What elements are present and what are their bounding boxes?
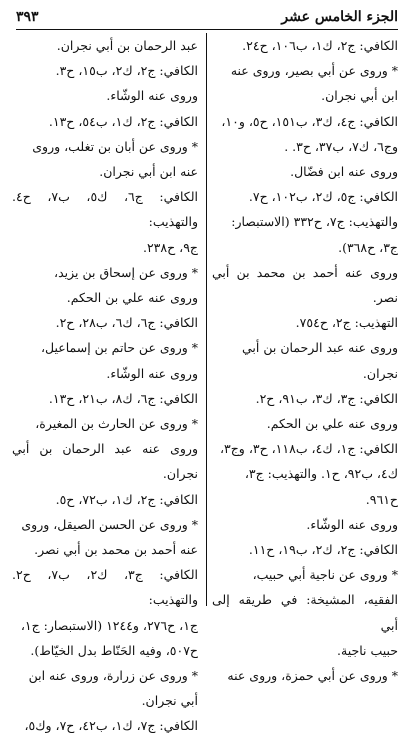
text-line: ج٩، ح٢٣٨. [142, 239, 198, 255]
text-line: الكافي: ج٦، ك٦، ب٢٨، ح٢. [55, 315, 198, 331]
text-line: * وروى عن أبي بصير، وروى عنه [230, 63, 398, 79]
text-line: الكافي: ج٢، ك٢، ب١٩، ح١١. [248, 542, 398, 558]
text-line: عنه أحمد بن محمد بن أبي نصر. [34, 542, 198, 558]
text-line: عنه ابن أبي نجران. [99, 164, 198, 180]
text-line: الكافي: ج٣، ك٣، ب٩١، ح٢. [255, 390, 398, 406]
text-line: وروى عنه عبد الرحمان بن أبي [242, 340, 398, 356]
text-line: وروى عنه عبد الرحمان بن أبي نجران. [12, 441, 198, 482]
text-line: ج١، ح٢٧٦، و١٢٤٤ (الاستبصار: ج١، [20, 617, 198, 633]
text-line: وروى عنه الوشّاء. [306, 516, 398, 532]
right-column [212, 33, 398, 684]
text-line: * وروى عن ناجية أبي حبيب، [252, 567, 398, 583]
page-number: ٣٩٣ [16, 9, 39, 25]
text-line: وروى عنه ابن فضّال. [290, 164, 398, 180]
text-line: وروى عنه علي بن الحكم. [66, 290, 198, 306]
text-line: الكافي: ج٧، ك١، ب٤٢، ح٧، وك٥، [24, 718, 198, 734]
text-line: وروى عنه الوشّاء. [106, 365, 198, 381]
text-line: الكافي: ج٤، ك٣، ب١٥١، ح٥، و١٠، [221, 113, 398, 129]
text-line: الكافي: ج٣، ك٢، ب٧، ح٢. والتهذيب: [12, 567, 198, 608]
text-line: * وروى عن إسحاق بن يزيد، [54, 264, 198, 280]
text-line: * وروى عن أبي حمزة، وروى عنه [227, 668, 398, 684]
header-rule [16, 29, 398, 30]
text-line: * وروى عن أبان بن تغلب، وروى [32, 138, 198, 154]
left-column [12, 33, 198, 734]
text-line: الكافي: ج٦، ك٥، ب٧، ح٤. والتهذيب: [12, 189, 198, 230]
text-line: أبي نجران. [141, 693, 198, 709]
text-line: ح٩٦١. [365, 491, 398, 507]
text-line: والتهذيب: ج٧، ح٣٣٢ (الاستبصار: [231, 214, 398, 230]
text-line: وروى عنه علي بن الحكم. [266, 416, 398, 432]
text-line: الكافي: ج٢، ك١، ب٥٤، ح١٣. [48, 113, 198, 129]
text-line: التهذيب: ج٢، ح٧٥٤. [295, 315, 398, 331]
text-line: نجران. [362, 365, 398, 381]
text-line: ابن أبي نجران. [321, 88, 398, 104]
text-line: ج٣، ح٣٦٨). [338, 239, 398, 255]
text-line: ح٥٠٧، وفيه الحَنّاط بدل الخيّاط). [30, 642, 198, 658]
text-line: الكافي: ج٢، ك٢، ب١٥، ح٣. [55, 63, 198, 79]
text-line: * وروى عن حاتم بن إسماعيل، [40, 340, 198, 356]
text-line: ك٤، ب٩٢، ح١. والتهذيب: ج٣، [244, 466, 398, 482]
text-line: وج٦، ك٧، ب٣٧، ح٣. . [284, 138, 398, 154]
text-line: عبد الرحمان بن أبي نجران. [56, 38, 198, 53]
page-header [16, 7, 398, 27]
text-line: الكافي: ج٦، ك٨، ب٢١، ح١٣. [48, 390, 198, 406]
text-line: الكافي: ج١، ك٤، ب١١٨، ح٣، وج٣، [219, 441, 398, 457]
text-line: وروى عنه الوشّاء. [106, 88, 198, 104]
text-line: * وروى عن الحسن الصيقل، وروى [21, 516, 198, 532]
text-line: الفقيه، المشيخة: في طريقه إلى أبي [212, 592, 398, 633]
text-line: الكافي: ج٢، ك١، ب٧٢، ح٥. [55, 491, 198, 507]
text-line: * وروى عن الحارث بن المغيرة، [35, 416, 198, 432]
text-line: الكافي: ج٥، ك٢، ب١٠٢، ح٧. [248, 189, 398, 205]
text-line: حبيب ناجية. [337, 642, 398, 658]
column-divider [206, 33, 207, 606]
text-line: وروى عنه أحمد بن محمد بن أبي نصر. [212, 264, 398, 306]
text-line: * وروى عن زرارة، وروى عنه ابن [28, 668, 198, 684]
header-title: الجزء الخامس عشر [281, 9, 398, 25]
text-line: الكافي: ج٢، ك١، ب١٠٦، ح٢٤. [242, 38, 398, 53]
